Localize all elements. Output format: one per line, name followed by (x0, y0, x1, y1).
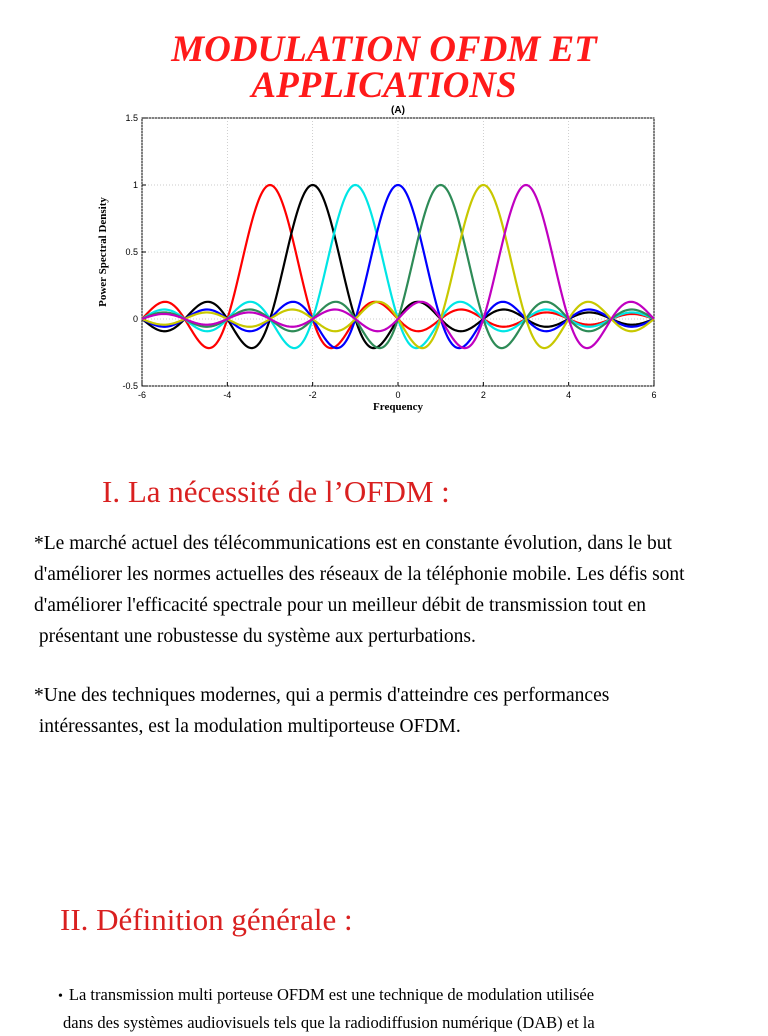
section-1-paragraph-1 (34, 528, 685, 652)
y-tick-label: 1.5 (125, 113, 138, 123)
section-1-heading: I. La nécessité de l’OFDM : (102, 474, 450, 509)
page-title-line-2: APPLICATIONS (251, 65, 517, 106)
paragraph-line: intéressantes, est la modulation multiporteuse OFDM. (34, 716, 461, 737)
x-tick-label: -6 (137, 390, 147, 400)
page-title-line-1: MODULATION OFDM ET (171, 29, 597, 70)
paragraph-line: d'améliorer les normes actuelles des réseaux de la téléphonie mobile. Les défis sont (34, 564, 685, 585)
bullet-dot-icon: • (58, 989, 63, 1004)
x-tick-label: -4 (223, 390, 232, 400)
y-tick-label: 0.5 (125, 247, 138, 257)
paragraph-line: *Une des techniques modernes, qui a permis d'atteindre ces performances (34, 685, 610, 706)
section-1-paragraph-2 (34, 680, 609, 742)
y-tick-label: 0 (132, 314, 138, 324)
x-tick-label: 6 (651, 390, 657, 400)
y-tick-label: 1 (132, 180, 138, 190)
y-tick-label: -0.5 (122, 381, 138, 391)
psd-chart (90, 102, 670, 422)
paragraph-line: présentant une robustesse du système aux perturbations. (34, 626, 476, 647)
paragraph-line: *Le marché actuel des télécommunications est en constante évolution, dans le but (34, 533, 672, 554)
bullet-line: dans des systèmes audiovisuels tels que la radiodiffusion numérique (DAB) et la (63, 1013, 595, 1032)
y-axis-label: Power Spectral Density (97, 197, 109, 307)
bullet-line: La transmission multi porteuse OFDM est une technique de modulation utilisée (68, 985, 595, 1004)
section-2-heading: II. Définition générale : (60, 902, 353, 937)
x-tick-label: 4 (566, 390, 572, 400)
x-axis-label: Frequency (373, 401, 423, 413)
section-2-bullet (58, 982, 595, 1036)
x-tick-label: 0 (395, 390, 401, 400)
chart-title: (A) (391, 105, 405, 116)
x-tick-label: -2 (308, 390, 317, 400)
paragraph-line: d'améliorer l'efficacité spectrale pour un meilleur débit de transmission tout en (34, 595, 647, 616)
x-tick-label: 2 (480, 390, 486, 400)
